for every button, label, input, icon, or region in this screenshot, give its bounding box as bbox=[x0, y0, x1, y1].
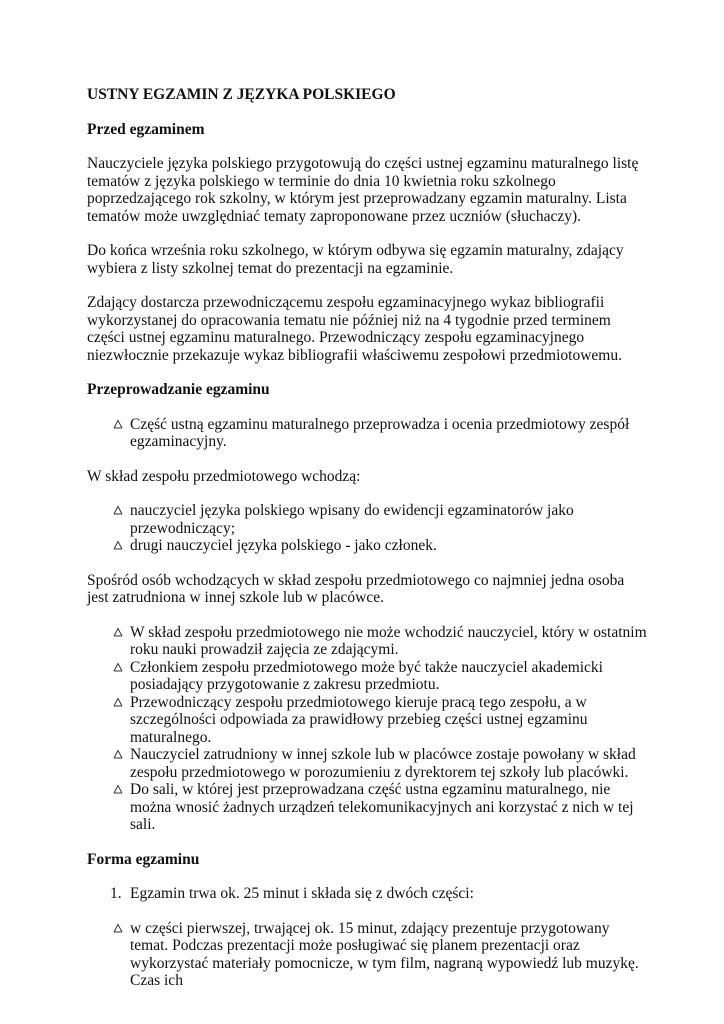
list-item bbox=[130, 781, 647, 834]
list-item bbox=[130, 502, 647, 537]
list-item-text: Egzamin trwa ok. 25 minut i składa się z dwóch części: bbox=[130, 885, 474, 902]
heading-before-exam: Przed egzaminem bbox=[87, 120, 205, 138]
list-item bbox=[130, 416, 647, 451]
triangle-outline-icon bbox=[113, 662, 123, 672]
triangle-outline-icon bbox=[113, 540, 123, 550]
list-item bbox=[130, 920, 647, 990]
list-item-text: Przewodniczący zespołu przedmiotowego kieruje pracą tego zespołu, a w szczególności odpowiada za prawidłowy przebieg części ustnej egzaminu maturalnego. bbox=[130, 693, 588, 746]
list-item bbox=[110, 885, 647, 903]
document-page bbox=[87, 86, 647, 1007]
list-item bbox=[130, 694, 647, 747]
list-item-text: Członkiem zespołu przedmiotowego może być także nauczyciel akademicki posiadający przygotowanie z zakresu przedmiotu. bbox=[130, 658, 603, 693]
bullet-list bbox=[87, 920, 647, 990]
list-item-text: drugi nauczyciel języka polskiego - jako członek. bbox=[130, 537, 437, 554]
triangle-outline-icon bbox=[113, 749, 123, 759]
bullet-list bbox=[87, 624, 647, 834]
list-item-text: Do sali, w której jest przeprowadzana część ustna egzaminu maturalnego, nie można wnosić żadnych urządzeń telekomunikacyjnych ani korzystać z nich w tej sali. bbox=[130, 781, 634, 833]
bullet-list bbox=[87, 416, 647, 451]
triangle-outline-icon bbox=[113, 419, 123, 429]
list-item-text: Nauczyciel zatrudniony w innej szkole lub w placówce zostaje powołany w skład zespołu przedmiotowego w porozumieniu z dyrektorem tej szkoły lub placówki. bbox=[130, 746, 636, 781]
document-title: USTNY EGZAMIN Z JĘZYKA POLSKIEGO bbox=[87, 86, 396, 103]
list-number: 1. bbox=[110, 885, 122, 902]
triangle-outline-icon bbox=[113, 923, 123, 933]
triangle-outline-icon bbox=[113, 784, 123, 794]
list-item-text: nauczyciel języka polskiego wpisany do ewidencji egzaminatorów jako przewodniczący; bbox=[130, 502, 574, 537]
list-item-text: w części pierwszej, trwającej ok. 15 minut, zdający prezentuje przygotowany temat. Podczas prezentacji może posługiwać się planem prezentacji oraz wykorzystać materiały pomocnicze, w tym film, nagraną wypowiedź lub muzykę. Czas ich bbox=[130, 919, 639, 989]
list-item bbox=[130, 746, 647, 781]
triangle-outline-icon bbox=[113, 627, 123, 637]
paragraph: Zdający dostarcza przewodniczącemu zespołu egzaminacyjnego wykaz bibliografii wykorzystanej do opracowania tematu nie później niż na 4 tygodnie przed terminem części ustnej egzaminu maturalnego. Przewodniczący zespołu egzaminacyjnego niezwłocznie przekazuje wykaz bibliografii właściwemu zespołowi przedmiotowemu. bbox=[87, 294, 622, 364]
list-item-text: W skład zespołu przedmiotowego nie może wchodzić nauczyciel, który w ostatnim roku nauki prowadził zajęcia ze zdającymi. bbox=[130, 623, 647, 658]
paragraph: Nauczyciele języka polskiego przygotowują do części ustnej egzaminu maturalnego listę tematów z języka polskiego w terminie do dnia 10 kwietnia roku szkolnego poprzedzającego rok szkolny, w którym jest przeprowadzany egzamin maturalny. Lista tematów może uwzględniać tematy zaproponowane przez uczniów (słuchaczy). bbox=[87, 155, 639, 225]
triangle-outline-icon bbox=[113, 697, 123, 707]
heading-conduct: Przeprowadzanie egzaminu bbox=[87, 381, 270, 398]
list-item bbox=[130, 624, 647, 659]
paragraph: Do końca września roku szkolnego, w którym odbywa się egzamin maturalny, zdający wybiera z listy szkolnej temat do prezentacji na egzaminie. bbox=[87, 242, 624, 277]
triangle-outline-icon bbox=[113, 505, 123, 515]
list-item-text: Część ustną egzaminu maturalnego przeprowadza i ocenia przedmiotowy zespół egzaminacyjny. bbox=[130, 415, 630, 450]
list-item bbox=[130, 537, 647, 555]
paragraph: W skład zespołu przedmiotowego wchodzą: bbox=[87, 467, 361, 485]
numbered-list bbox=[87, 885, 647, 903]
paragraph: Spośród osób wchodzących w skład zespołu przedmiotowego co najmniej jedna osoba jest zatrudniona w innej szkole lub w placówce. bbox=[87, 571, 625, 606]
list-item bbox=[130, 659, 647, 694]
bullet-list bbox=[87, 502, 647, 555]
heading-exam-form: Forma egzaminu bbox=[87, 850, 200, 868]
